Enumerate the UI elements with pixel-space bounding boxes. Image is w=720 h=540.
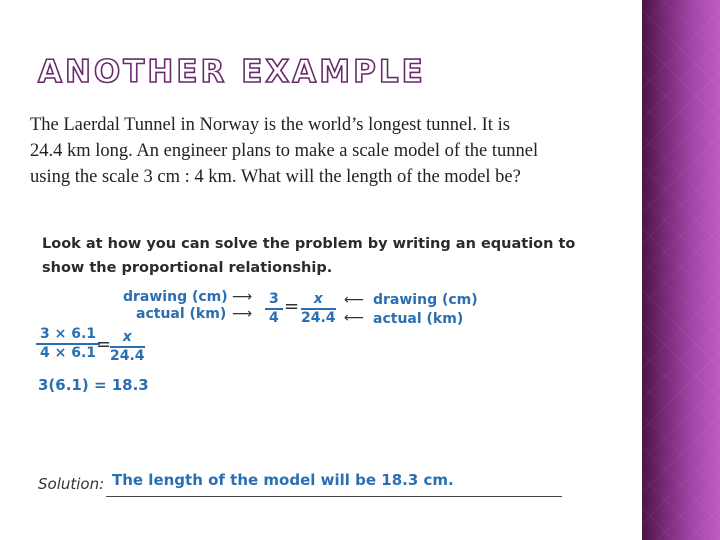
problem-line-2: 24.4 km long. An engineer plans to make a scale model of the tunnel — [30, 141, 539, 161]
left-actual-label: actual (km) — [136, 306, 227, 322]
problem-statement — [30, 112, 610, 190]
decorative-side-band — [642, 0, 720, 540]
arrow-right-icon: ⟶ — [232, 289, 253, 305]
fraction-denominator: 24.4 — [301, 310, 336, 326]
fraction-numerator: 3 — [265, 292, 283, 310]
fraction-numerator: x — [301, 292, 336, 310]
fraction-numerator: 3 × 6.1 — [36, 327, 100, 345]
left-drawing-label: drawing (cm) — [123, 289, 228, 305]
equals-sign: = — [96, 334, 112, 355]
intro-line-1: Look at how you can solve the problem by writing an equation to — [42, 236, 576, 252]
fraction-denominator: 4 — [269, 310, 279, 326]
right-drawing-label: drawing (cm) — [373, 292, 478, 308]
slide-title: ANOTHER EXAMPLE — [38, 54, 426, 90]
arrow-left-icon: ⟵ — [344, 292, 365, 308]
fraction-denominator: 4 × 6.1 — [40, 345, 97, 361]
ratio-fraction-3-4 — [265, 292, 283, 326]
result-equation: 3(6.1) = 18.3 — [38, 376, 149, 394]
solution-underline — [106, 496, 562, 497]
fraction-numerator: x — [110, 330, 145, 348]
equals-sign: = — [284, 296, 300, 317]
problem-line-1: The Laerdal Tunnel in Norway is the world’s longest tunnel. It is — [30, 115, 510, 135]
fraction-denominator: 24.4 — [110, 348, 145, 364]
intro-line-2: show the proportional relationship. — [42, 260, 333, 276]
solution-text: The length of the model will be 18.3 cm. — [112, 471, 454, 489]
right-actual-label: actual (km) — [373, 311, 464, 327]
ratio-fraction-x-24-4 — [301, 292, 336, 326]
intro-text — [42, 232, 575, 280]
arrow-right-icon: ⟶ — [232, 306, 253, 322]
scaled-fraction — [36, 327, 100, 361]
solution-label: Solution: — [38, 475, 105, 493]
target-fraction — [110, 330, 145, 364]
arrow-left-icon: ⟵ — [344, 310, 365, 326]
problem-line-3: using the scale 3 cm : 4 km. What will the length of the model be? — [30, 167, 521, 187]
